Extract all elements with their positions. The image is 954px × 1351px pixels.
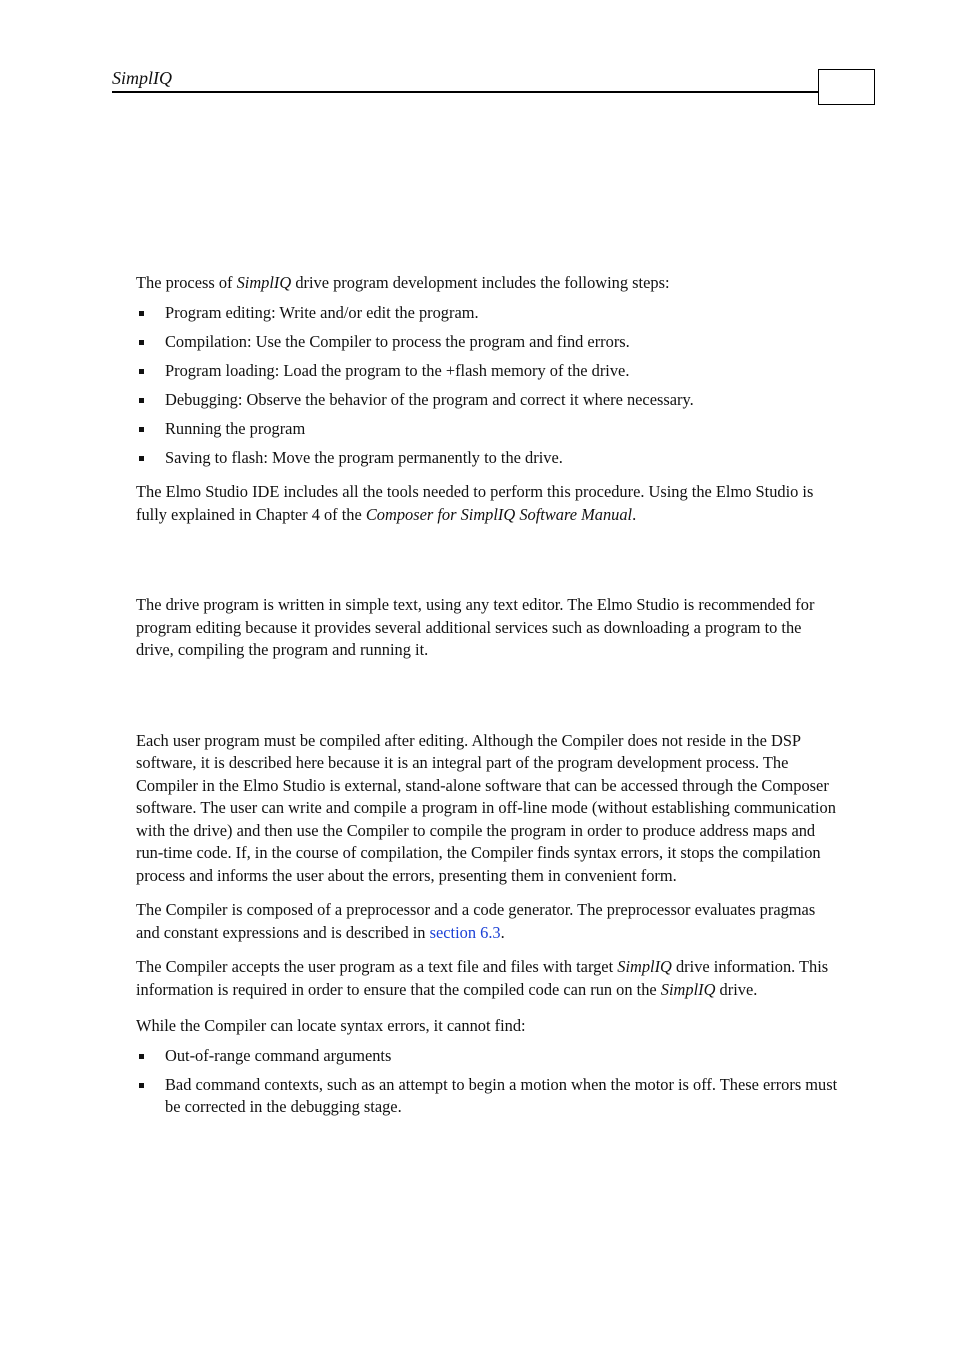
page-number-box — [818, 69, 875, 105]
p3-b: drive information. This information is required in order to ensure that the compiled code can run on the — [136, 957, 829, 999]
manual-title-prefix: Composer for — [365, 504, 461, 524]
list-item: Running the program — [136, 418, 840, 441]
header-rule — [112, 91, 819, 93]
intro-prefix: The process of — [136, 273, 237, 292]
period: . — [632, 504, 637, 524]
brand-simpliq: SimplIQ — [617, 957, 672, 976]
p2-text: The Compiler is composed of a preprocessor and a code generator. The preprocessor evaluates pragmas and constant expressions and is described in — [136, 900, 816, 942]
overview-intro — [136, 272, 840, 295]
ide-text: The Elmo Studio IDE includes all the tools needed to perform this procedure. Using the Elmo Studio is fully explained in Chapter 4 of the — [136, 482, 814, 524]
brand-simpliq: SimplIQ — [460, 504, 516, 524]
list-item: Debugging: Observe the behavior of the program and correct it where necessary. — [136, 389, 840, 412]
editing-paragraph: The drive program is written in simple text, using any text editor. The Elmo Studio is recommended for program editing because it provides several additional services such as downloading a program to the drive, compiling the program and running it. — [136, 595, 815, 659]
brand-simpliq: SimplIQ — [236, 273, 292, 292]
compiler-limits-list — [136, 1045, 840, 1119]
list-item: Out-of-range command arguments — [136, 1045, 840, 1068]
p3-c: drive. — [715, 979, 758, 999]
list-item: Saving to flash: Move the program permanently to the drive. — [136, 447, 840, 470]
list-item: Bad command contexts, such as an attempt to begin a motion when the motor is off. These errors must be corrected in the debugging stage. — [136, 1074, 840, 1119]
compiler-paragraph-1: Each user program must be compiled after editing. Although the Compiler does not reside in the DSP software, it is described here because it is an integral part of the program development process. The Compiler in the Elmo Studio is external, stand-alone software that can be accessed through the Composer software. The user can write and compile a program in off-line mode (without establishing communication with the drive) and then use the Compiler to compile the program in order to produce address maps and run-time code. If, in the course of compilation, the Compiler finds syntax errors, it stops the compilation process and informs the user about the errors, presenting them in convenient form. — [136, 730, 836, 885]
development-steps-list — [136, 302, 840, 470]
brand-simpliq: SimplIQ — [660, 979, 716, 999]
section-link[interactable]: section 6.3 — [429, 922, 501, 942]
page-content — [136, 272, 840, 1125]
header-brand: SimplIQ — [112, 68, 172, 88]
list-item: Program loading: Load the program to the +flash memory of the drive. — [136, 360, 840, 383]
compiler-paragraph-4: While the Compiler can locate syntax errors, it cannot find: — [136, 1016, 526, 1035]
list-item: Compilation: Use the Compiler to process the program and find errors. — [136, 331, 840, 354]
ide-paragraph — [136, 481, 840, 526]
compiler-paragraph-3 — [136, 956, 840, 1001]
list-item: Program editing: Write and/or edit the program. — [136, 302, 840, 325]
intro-suffix: drive program development includes the following steps: — [291, 273, 670, 292]
compiler-paragraph-2 — [136, 899, 840, 944]
p3-a: The Compiler accepts the user program as a text file and files with target — [136, 957, 618, 976]
manual-title-suffix: Software Manual — [515, 504, 633, 524]
p2-end: . — [500, 922, 505, 942]
